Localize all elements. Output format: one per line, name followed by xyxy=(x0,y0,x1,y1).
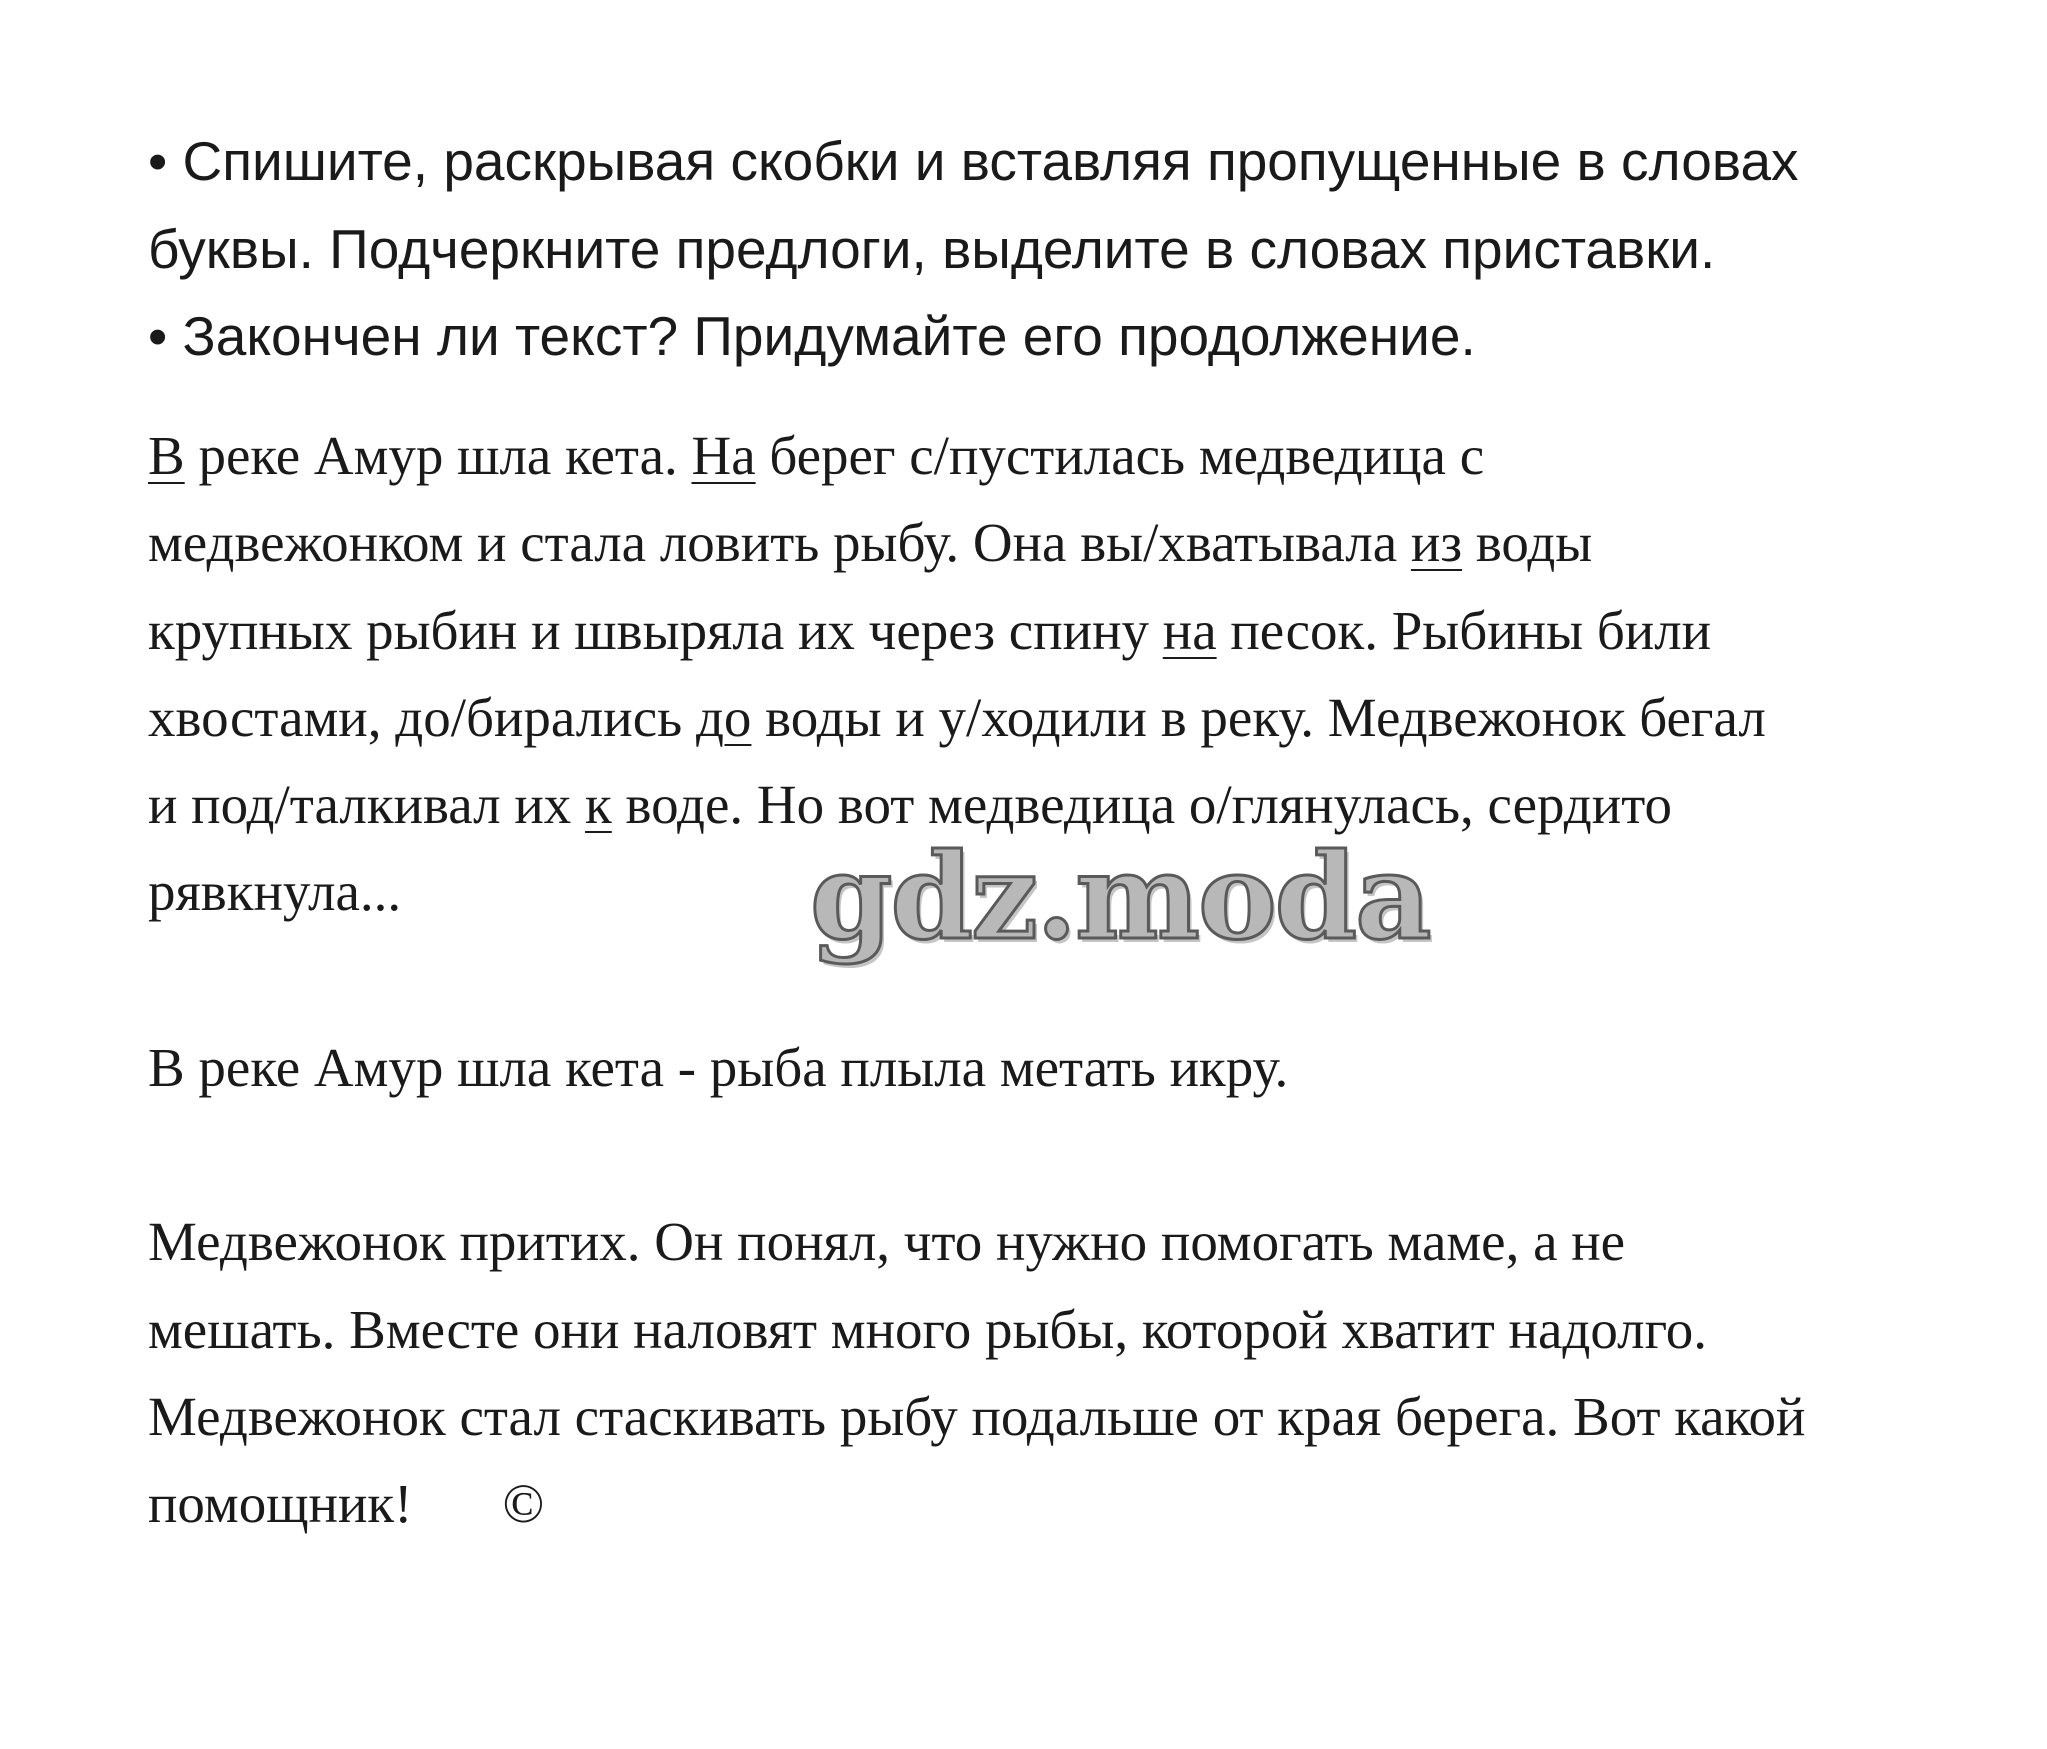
text-fragment: крупных рыбин и швыряла их через спину xyxy=(148,600,1163,661)
text-fragment: воды и у/ходили в реку. Медвежонок бегал xyxy=(751,687,1766,748)
text-fragment: помощник! xyxy=(148,1473,413,1534)
exercise-line-6 xyxy=(148,861,402,922)
text-fragment: песок. Рыбины били xyxy=(1216,600,1712,661)
continuation-line-2: мешать. Вместе они наловят много рыбы, которой хватит надолго. xyxy=(148,1299,1708,1360)
preposition: до xyxy=(695,687,752,748)
text-fragment: воды xyxy=(1462,512,1593,573)
exercise-line-3 xyxy=(148,600,1712,661)
exercise-line-5 xyxy=(148,774,1673,835)
copyright-symbol: © xyxy=(502,1473,545,1534)
task-line-3: • Закончен ли текст? Придумайте его продолжение. xyxy=(148,305,1476,367)
watermark: gdz.moda xyxy=(810,827,1430,966)
text-fragment: и под/талкивал их xyxy=(148,774,586,835)
continuation-line-1: Медвежонок притих. Он понял, что нужно помогать маме, а не xyxy=(148,1211,1626,1272)
continuation-line-3: Медвежонок стал стаскивать рыбу подальше от края берега. Вот какой xyxy=(148,1386,1806,1447)
preposition: На xyxy=(691,425,756,486)
exercise-line-4 xyxy=(148,687,1766,748)
preposition: В xyxy=(148,425,185,486)
text-fragment: воде. Но вот медведица о/глянулась, сердито xyxy=(611,774,1673,835)
task-line-2: буквы. Подчеркните предлоги, выделите в словах приставки. xyxy=(148,218,1716,280)
text-fragment: хвостами, до/бирались xyxy=(148,687,696,748)
preposition: к xyxy=(585,774,612,835)
text-fragment: медвежонком и стала ловить рыбу. Она вы/хватывала xyxy=(148,512,1411,573)
preposition: из xyxy=(1410,512,1463,573)
continuation-line-4 xyxy=(148,1473,545,1534)
answer-intro: В реке Амур шла кета - рыба плыла метать икру. xyxy=(148,1037,1289,1098)
text-fragment: реке Амур шла кета. xyxy=(184,425,692,486)
text-fragment: рявкнула... xyxy=(148,861,402,922)
task-line-1: • Спишите, раскрывая скобки и вставляя пропущенные в словах xyxy=(148,130,1799,192)
preposition: на xyxy=(1162,600,1217,661)
exercise-line-2 xyxy=(148,512,1593,573)
exercise-line-1 xyxy=(148,425,1485,486)
text-fragment: берег с/пустилась медведица с xyxy=(755,425,1485,486)
